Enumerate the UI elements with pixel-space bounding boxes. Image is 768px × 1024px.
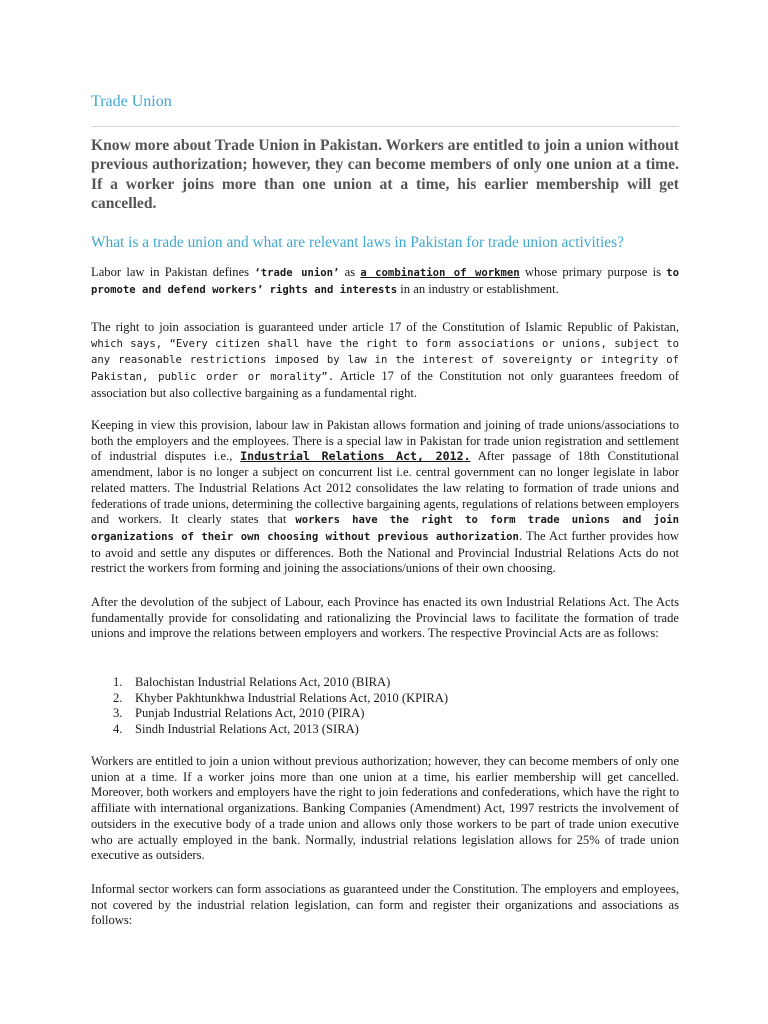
workers-rights-statement: workers have the right to form trade unions and join organizations of their own choosing without previous authorization — [91, 514, 680, 543]
term-trade-union: ‘trade union’ — [254, 267, 340, 279]
text-run: After passage of 18th Constitutional amendment, labor is no longer a subject on concurrent list i.e. central government can no longer legislate in labor related matters. The Industrial Relations Act 2012 consolidates the law relating to formation of trade unions and federations of trade unions, determining the collective bargaining agents, regulations of relations between employers and workers. It clearly states that — [91, 449, 679, 527]
text-run: Keeping in view this provision, labour law in Pakistan allows formation and joining of trade unions/associations to both the employers and the employees. There is a special law in Pakistan for trade union registration and settlement of industrial disputes i.e., — [91, 418, 679, 464]
text-run: The right to join association is guaranteed under article 17 of the Constitution of Islamic Republic of Pakistan, — [91, 320, 679, 334]
text-run: in an industry or establishment. — [397, 281, 559, 296]
paragraph-article-17 — [91, 320, 679, 402]
link-industrial-relations-act: Industrial Relations Act, 2012. — [240, 449, 471, 464]
text-run: . The Act further provides how to avoid and settle any disputes or differences. Both the National and Provincial Industrial Relations Acts do not restrict the workers from forming and joining the associations/unions of their own choosing. — [91, 528, 679, 576]
list-number: 2. — [113, 690, 123, 705]
paragraph-devolution: After the devolution of the subject of Labour, each Province has enacted its own Industrial Relations Act. The Acts fundamentally provide for consolidating and rationalizing the Provincial laws to facilitate the formation of trade unions and improve the relations between employers and workers. The respective Provincial Acts are as follows: — [91, 595, 679, 641]
text-run: Article 17 of the Constitution not only guarantees freedom of association but also collective bargaining as a fundamental right. — [91, 369, 680, 400]
list-text: Khyber Pakhtunkhwa Industrial Relations Act, 2010 (KPIRA) — [135, 690, 449, 705]
list-item — [113, 722, 448, 738]
lead-paragraph: Know more about Trade Union in Pakistan. Workers are entitled to join a union without previous authorization; however, they can become members of only one union at a time. If a worker joins more than one union at a time, his earlier membership will get cancelled. — [91, 137, 679, 213]
text-run: as — [339, 265, 361, 279]
list-item — [113, 675, 448, 691]
provincial-acts-list — [113, 675, 448, 738]
page-title: Trade Union — [91, 93, 172, 110]
paragraph-definition — [91, 265, 679, 298]
paragraph-informal-sector: Informal sector workers can form associations as guaranteed under the Constitution. The employers and employees, not covered by the industrial relation legislation, can form and register their organizations and associations as follows: — [91, 882, 679, 928]
list-number: 3. — [113, 706, 123, 721]
list-text: Sindh Industrial Relations Act, 2013 (SIRA) — [135, 722, 359, 737]
paragraph-ira-2012 — [91, 418, 679, 577]
text-run: Labor law in Pakistan defines — [91, 265, 255, 279]
text-run: whose primary purpose is — [519, 265, 667, 279]
paragraph-membership: Workers are entitled to join a union without previous authorization; however, they can become members of only one union at a time. If a worker joins more than one union at a time, his earlier membership will get cancelled. Moreover, both workers and employers have the right to join federations and confederations, which have the right to affiliate with international organizations. Banking Companies (Amendment) Act, 1997 restricts the involvement of outsiders in the executive body of a trade union and allows only those workers to be part of trade union executive who are actually employed in the bank. Normally, industrial relations legislation allows for 25% of trade union executive as outsiders. — [91, 754, 679, 863]
list-text: Punjab Industrial Relations Act, 2010 (PIRA) — [135, 706, 365, 721]
list-item — [113, 706, 448, 722]
list-number: 4. — [113, 722, 123, 737]
title-divider — [91, 126, 679, 127]
section-heading: What is a trade union and what are relevant laws in Pakistan for trade union activities? — [91, 234, 624, 251]
list-number: 1. — [113, 675, 123, 689]
article-17-quote: which says, “Every citizen shall have the right to form associations or unions, subject to any reasonable restrictions imposed by law in the interest of sovereignty or integrity of Pakistan, public order or morality”. — [91, 337, 679, 384]
term-combination-of-workmen: a combination of workmen — [360, 267, 520, 279]
list-item — [113, 691, 448, 707]
term-purpose: to promote and defend workers’ rights and interests — [91, 267, 679, 296]
list-text: Balochistan Industrial Relations Act, 2010 (BIRA) — [135, 675, 391, 689]
